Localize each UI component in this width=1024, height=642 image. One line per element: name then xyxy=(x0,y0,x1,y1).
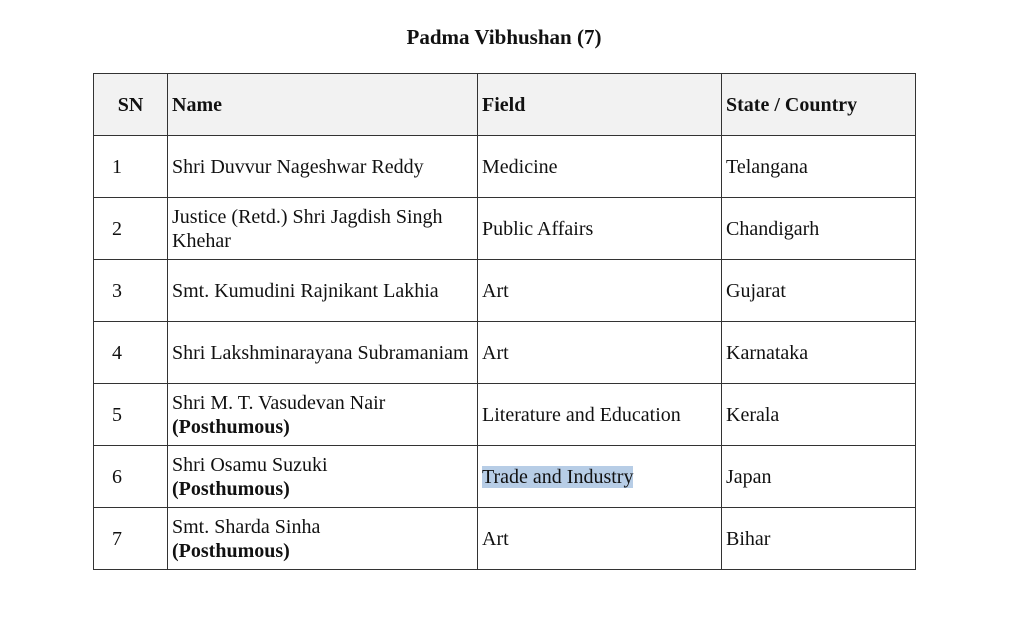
cell-field xyxy=(478,198,722,260)
table-header-row xyxy=(94,74,916,136)
cell-state: Karnataka xyxy=(722,322,916,384)
cell-state: Gujarat xyxy=(722,260,916,322)
cell-state: Japan xyxy=(722,446,916,508)
table-row xyxy=(94,198,916,260)
cell-name xyxy=(168,384,478,446)
table-row xyxy=(94,260,916,322)
awardee-name: Smt. Sharda Sinha xyxy=(172,515,321,538)
posthumous-note: (Posthumous) xyxy=(172,477,290,500)
awards-table xyxy=(93,73,916,570)
cell-state: Chandigarh xyxy=(722,198,916,260)
cell-sn: 3 xyxy=(94,260,168,322)
cell-field xyxy=(478,260,722,322)
awardee-name: Justice (Retd.) Shri Jagdish Singh Khehar xyxy=(172,205,443,252)
cell-field[interactable] xyxy=(478,446,722,508)
table-row xyxy=(94,136,916,198)
header-state: State / Country xyxy=(722,74,916,136)
table-row xyxy=(94,322,916,384)
field-text: Art xyxy=(482,341,509,364)
cell-name xyxy=(168,446,478,508)
cell-state: Bihar xyxy=(722,508,916,570)
table-body xyxy=(94,136,916,570)
table-row xyxy=(94,508,916,570)
cell-name xyxy=(168,136,478,198)
awardee-name: Shri Duvvur Nageshwar Reddy xyxy=(172,155,424,178)
posthumous-note: (Posthumous) xyxy=(172,539,290,562)
field-text: Medicine xyxy=(482,155,558,178)
header-name: Name xyxy=(168,74,478,136)
awardee-name: Shri Osamu Suzuki xyxy=(172,453,328,476)
cell-name xyxy=(168,508,478,570)
cell-sn: 4 xyxy=(94,322,168,384)
cell-name xyxy=(168,322,478,384)
awardee-name: Shri M. T. Vasudevan Nair xyxy=(172,391,386,414)
cell-field xyxy=(478,322,722,384)
posthumous-note: (Posthumous) xyxy=(172,415,290,438)
table-row xyxy=(94,384,916,446)
table-row xyxy=(94,446,916,508)
cell-sn: 7 xyxy=(94,508,168,570)
header-sn: SN xyxy=(94,74,168,136)
cell-field xyxy=(478,384,722,446)
cell-state: Kerala xyxy=(722,384,916,446)
cell-sn: 5 xyxy=(94,384,168,446)
cell-sn: 1 xyxy=(94,136,168,198)
selected-field-text[interactable]: Trade and Industry xyxy=(482,465,634,488)
document-title: Padma Vibhushan (7) xyxy=(406,25,602,49)
cell-state: Telangana xyxy=(722,136,916,198)
header-field: Field xyxy=(478,74,722,136)
awardee-name: Shri Lakshminarayana Subramaniam xyxy=(172,341,469,364)
awardee-name: Smt. Kumudini Rajnikant Lakhia xyxy=(172,279,439,302)
cell-name xyxy=(168,260,478,322)
cell-sn: 2 xyxy=(94,198,168,260)
field-text: Literature and Education xyxy=(482,403,681,426)
cell-sn: 6 xyxy=(94,446,168,508)
field-text: Art xyxy=(482,279,509,302)
cell-name xyxy=(168,198,478,260)
field-text: Art xyxy=(482,527,509,550)
cell-field xyxy=(478,136,722,198)
field-text: Public Affairs xyxy=(482,217,594,240)
cell-field xyxy=(478,508,722,570)
